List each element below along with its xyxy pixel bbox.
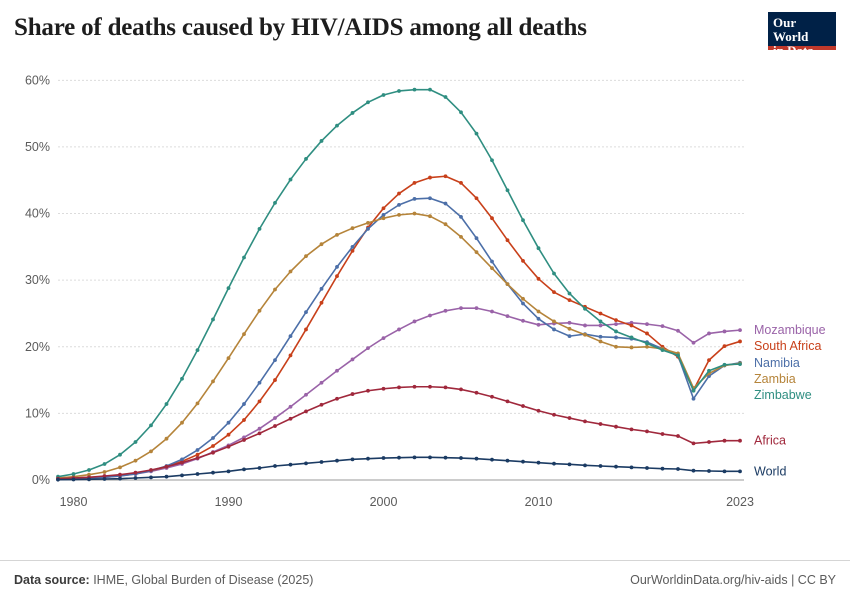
series-point bbox=[444, 309, 448, 313]
series-point bbox=[335, 265, 339, 269]
chart-svg bbox=[0, 55, 850, 550]
series-point bbox=[196, 348, 200, 352]
series-point bbox=[366, 100, 370, 104]
x-axis-tick-label: 1990 bbox=[214, 495, 243, 509]
series-point bbox=[444, 222, 448, 226]
series-point bbox=[413, 455, 417, 459]
series-point bbox=[459, 235, 463, 239]
series-point bbox=[382, 387, 386, 391]
series-point bbox=[475, 196, 479, 200]
series-point bbox=[258, 466, 262, 470]
series-point bbox=[382, 213, 386, 217]
series-point bbox=[490, 260, 494, 264]
series-point bbox=[707, 440, 711, 444]
y-axis-tick-label: 0% bbox=[31, 473, 50, 487]
series-point bbox=[304, 328, 308, 332]
series-point bbox=[382, 93, 386, 97]
series-line[interactable] bbox=[58, 198, 740, 479]
series-point bbox=[552, 272, 556, 276]
series-point bbox=[72, 472, 76, 476]
series-point bbox=[242, 418, 246, 422]
series-point bbox=[738, 469, 742, 473]
series-point bbox=[196, 402, 200, 406]
series-point bbox=[72, 478, 76, 482]
series-point bbox=[289, 463, 293, 467]
y-axis-tick-label: 60% bbox=[24, 73, 50, 88]
series-point bbox=[614, 330, 618, 334]
series-point bbox=[242, 438, 246, 442]
series-point bbox=[180, 461, 184, 465]
series-point bbox=[304, 409, 308, 413]
series-point bbox=[599, 324, 603, 328]
series-point bbox=[506, 282, 510, 286]
series-point bbox=[211, 444, 215, 448]
series-point bbox=[118, 477, 122, 481]
series-point bbox=[661, 467, 665, 471]
series-point bbox=[459, 306, 463, 310]
series-point bbox=[599, 464, 603, 468]
series-point bbox=[707, 469, 711, 473]
series-point bbox=[552, 462, 556, 466]
series-point bbox=[630, 324, 634, 328]
series-point bbox=[444, 456, 448, 460]
series-point bbox=[211, 380, 215, 384]
series-legend-label[interactable]: Mozambique bbox=[754, 323, 826, 338]
series-point bbox=[149, 449, 153, 453]
series-point bbox=[444, 95, 448, 99]
series-point bbox=[490, 458, 494, 462]
series-point bbox=[289, 270, 293, 274]
series-point bbox=[738, 439, 742, 443]
logo-line-2: in Data bbox=[773, 43, 814, 58]
series-point bbox=[428, 314, 432, 318]
series-point bbox=[537, 277, 541, 281]
series-point bbox=[211, 436, 215, 440]
series-point bbox=[521, 319, 525, 323]
series-point bbox=[645, 345, 649, 349]
series-point bbox=[583, 333, 587, 337]
series-point bbox=[707, 358, 711, 362]
series-point bbox=[397, 89, 401, 93]
series-line[interactable] bbox=[58, 387, 740, 479]
series-point bbox=[180, 473, 184, 477]
series-line[interactable] bbox=[58, 214, 740, 478]
series-point bbox=[444, 174, 448, 178]
series-point bbox=[738, 362, 742, 366]
series-point bbox=[242, 332, 246, 336]
series-point bbox=[134, 440, 138, 444]
series-point bbox=[273, 464, 277, 468]
series-point bbox=[614, 345, 618, 349]
series-point bbox=[320, 301, 324, 305]
series-point bbox=[134, 459, 138, 463]
series-point bbox=[320, 381, 324, 385]
series-point bbox=[537, 323, 541, 327]
series-point bbox=[242, 402, 246, 406]
series-point bbox=[165, 437, 169, 441]
series-point bbox=[475, 306, 479, 310]
series-point bbox=[521, 259, 525, 263]
series-point bbox=[599, 422, 603, 426]
series-point bbox=[428, 385, 432, 389]
series-point bbox=[366, 346, 370, 350]
series-point bbox=[196, 453, 200, 457]
series-point bbox=[537, 409, 541, 413]
series-point bbox=[661, 324, 665, 328]
series-point bbox=[521, 460, 525, 464]
series-point bbox=[475, 457, 479, 461]
series-point bbox=[335, 233, 339, 237]
series-point bbox=[537, 317, 541, 321]
series-point bbox=[335, 274, 339, 278]
series-point bbox=[568, 416, 572, 420]
series-point bbox=[552, 328, 556, 332]
series-point bbox=[351, 392, 355, 396]
series-point bbox=[304, 393, 308, 397]
series-point bbox=[614, 425, 618, 429]
series-point bbox=[397, 192, 401, 196]
series-point bbox=[428, 455, 432, 459]
series-legend-label[interactable]: Zimbabwe bbox=[754, 387, 812, 402]
series-point bbox=[583, 463, 587, 467]
series-point bbox=[289, 334, 293, 338]
series-point bbox=[227, 445, 231, 449]
series-point bbox=[583, 419, 587, 423]
series-point bbox=[366, 389, 370, 393]
series-point bbox=[289, 417, 293, 421]
series-point bbox=[351, 111, 355, 115]
series-point bbox=[413, 212, 417, 216]
series-point bbox=[459, 388, 463, 392]
series-point bbox=[87, 468, 91, 472]
series-point bbox=[149, 423, 153, 427]
series-point bbox=[382, 216, 386, 220]
series-point bbox=[568, 298, 572, 302]
series-legend-label[interactable]: South Africa bbox=[754, 339, 822, 354]
series-point bbox=[258, 427, 262, 431]
page-title: Share of deaths caused by HIV/AIDS among all deaths bbox=[14, 14, 587, 41]
series-point bbox=[707, 369, 711, 373]
series-point bbox=[304, 461, 308, 465]
attribution[interactable]: OurWorldinData.org/hiv-aids | CC BY bbox=[630, 573, 836, 587]
y-axis-tick-label: 50% bbox=[24, 139, 50, 154]
series-point bbox=[490, 216, 494, 220]
series-point bbox=[475, 250, 479, 254]
series-point bbox=[630, 346, 634, 350]
series-point bbox=[630, 465, 634, 469]
series-point bbox=[614, 322, 618, 326]
series-point bbox=[320, 460, 324, 464]
y-axis-tick-label: 10% bbox=[24, 406, 50, 421]
y-axis-tick-label: 40% bbox=[24, 206, 50, 221]
series-point bbox=[413, 88, 417, 92]
series-line[interactable] bbox=[58, 90, 740, 477]
series-point bbox=[475, 132, 479, 136]
series-point bbox=[599, 312, 603, 316]
series-legend-label[interactable]: World bbox=[754, 464, 787, 479]
series-point bbox=[537, 461, 541, 465]
series-point bbox=[413, 385, 417, 389]
series-point bbox=[397, 328, 401, 332]
series-point bbox=[723, 469, 727, 473]
series-point bbox=[258, 309, 262, 313]
series-point bbox=[56, 478, 60, 482]
series-point bbox=[506, 188, 510, 192]
series-point bbox=[320, 139, 324, 143]
series-point bbox=[335, 397, 339, 401]
series-point bbox=[196, 456, 200, 460]
series-point bbox=[227, 469, 231, 473]
series-point bbox=[149, 468, 153, 472]
series-point bbox=[723, 363, 727, 367]
series-point bbox=[583, 307, 587, 311]
series-point bbox=[196, 472, 200, 476]
series-point bbox=[351, 245, 355, 249]
series-point bbox=[568, 462, 572, 466]
x-axis-tick-label: 2010 bbox=[524, 495, 553, 509]
series-point bbox=[568, 292, 572, 296]
series-point bbox=[552, 413, 556, 417]
series-point bbox=[692, 389, 696, 393]
series-point bbox=[180, 377, 184, 381]
series-point bbox=[273, 288, 277, 292]
series-point bbox=[227, 433, 231, 437]
chart-footer bbox=[0, 560, 850, 600]
series-point bbox=[506, 459, 510, 463]
series-point bbox=[289, 405, 293, 409]
series-point bbox=[118, 465, 122, 469]
x-axis-tick-label: 2000 bbox=[369, 495, 398, 509]
series-point bbox=[320, 287, 324, 291]
series-point bbox=[645, 429, 649, 433]
series-point bbox=[242, 256, 246, 260]
series-point bbox=[599, 340, 603, 344]
series-point bbox=[211, 318, 215, 322]
series-point bbox=[723, 344, 727, 348]
series-point bbox=[645, 466, 649, 470]
data-source bbox=[14, 573, 313, 587]
series-point bbox=[630, 336, 634, 340]
series-point bbox=[552, 290, 556, 294]
series-point bbox=[413, 181, 417, 185]
series-point bbox=[289, 354, 293, 358]
series-point bbox=[366, 457, 370, 461]
series-point bbox=[475, 236, 479, 240]
series-point bbox=[227, 421, 231, 425]
series-point bbox=[428, 88, 432, 92]
series-line[interactable] bbox=[58, 176, 740, 478]
series-point bbox=[304, 157, 308, 161]
series-point bbox=[351, 457, 355, 461]
series-point bbox=[320, 242, 324, 246]
series-point bbox=[227, 286, 231, 290]
series-point bbox=[661, 348, 665, 352]
series-point bbox=[335, 459, 339, 463]
series-point bbox=[738, 328, 742, 332]
series-point bbox=[444, 202, 448, 206]
series-point bbox=[552, 320, 556, 324]
series-point bbox=[227, 356, 231, 360]
series-point bbox=[351, 226, 355, 230]
series-point bbox=[258, 431, 262, 435]
series-point bbox=[506, 400, 510, 404]
series-point bbox=[366, 227, 370, 231]
x-axis-tick-label: 2023 bbox=[726, 495, 754, 509]
series-point bbox=[676, 467, 680, 471]
series-legend-label[interactable]: Zambia bbox=[754, 371, 796, 386]
series-point bbox=[490, 395, 494, 399]
series-point bbox=[335, 124, 339, 128]
line-chart[interactable] bbox=[0, 55, 850, 550]
series-point bbox=[661, 432, 665, 436]
series-point bbox=[692, 397, 696, 401]
series-point bbox=[382, 336, 386, 340]
series-point bbox=[242, 467, 246, 471]
series-point bbox=[645, 322, 649, 326]
series-point bbox=[397, 456, 401, 460]
y-axis-tick-label: 30% bbox=[24, 273, 50, 288]
series-point bbox=[351, 358, 355, 362]
series-point bbox=[320, 403, 324, 407]
data-source-label: Data source: bbox=[14, 573, 90, 587]
series-point bbox=[537, 310, 541, 314]
series-point bbox=[103, 462, 107, 466]
series-point bbox=[444, 386, 448, 390]
series-point bbox=[475, 391, 479, 395]
series-point bbox=[413, 320, 417, 324]
series-point bbox=[382, 206, 386, 210]
series-point bbox=[304, 310, 308, 314]
series-point bbox=[738, 340, 742, 344]
series-point bbox=[459, 110, 463, 114]
series-point bbox=[459, 181, 463, 185]
series-point bbox=[676, 329, 680, 333]
series-point bbox=[273, 424, 277, 428]
series-point bbox=[211, 471, 215, 475]
series-point bbox=[723, 439, 727, 443]
series-point bbox=[521, 404, 525, 408]
series-point bbox=[103, 470, 107, 474]
series-point bbox=[521, 302, 525, 306]
series-point bbox=[273, 358, 277, 362]
series-point bbox=[180, 457, 184, 461]
series-point bbox=[273, 201, 277, 205]
series-point bbox=[599, 335, 603, 339]
series-point bbox=[723, 330, 727, 334]
series-point bbox=[335, 369, 339, 373]
series-point bbox=[149, 475, 153, 479]
series-point bbox=[258, 227, 262, 231]
series-point bbox=[134, 476, 138, 480]
series-point bbox=[490, 158, 494, 162]
logo-line-1: Our World bbox=[773, 15, 809, 44]
series-point bbox=[289, 178, 293, 182]
series-point bbox=[645, 342, 649, 346]
series-point bbox=[568, 334, 572, 338]
x-axis-tick-label: 1980 bbox=[59, 495, 88, 509]
series-point bbox=[211, 451, 215, 455]
series-point bbox=[118, 453, 122, 457]
series-point bbox=[428, 196, 432, 200]
series-point bbox=[165, 465, 169, 469]
series-point bbox=[506, 314, 510, 318]
series-point bbox=[165, 402, 169, 406]
series-point bbox=[568, 327, 572, 331]
series-point bbox=[692, 341, 696, 345]
series-point bbox=[165, 475, 169, 479]
series-point bbox=[397, 213, 401, 217]
y-axis-tick-label: 20% bbox=[24, 339, 50, 354]
series-point bbox=[614, 318, 618, 322]
series-point bbox=[614, 465, 618, 469]
series-point bbox=[273, 378, 277, 382]
series-point bbox=[258, 400, 262, 404]
series-point bbox=[676, 354, 680, 358]
series-point bbox=[118, 473, 122, 477]
series-point bbox=[707, 332, 711, 336]
series-point bbox=[459, 215, 463, 219]
series-point bbox=[397, 386, 401, 390]
series-point bbox=[692, 441, 696, 445]
series-point bbox=[676, 434, 680, 438]
series-point bbox=[382, 456, 386, 460]
series-point bbox=[397, 203, 401, 207]
series-point bbox=[537, 246, 541, 250]
series-point bbox=[490, 310, 494, 314]
series-point bbox=[196, 448, 200, 452]
series-point bbox=[304, 254, 308, 258]
series-point bbox=[459, 456, 463, 460]
data-source-text: IHME, Global Burden of Disease (2025) bbox=[89, 573, 314, 587]
series-point bbox=[506, 238, 510, 242]
series-point bbox=[134, 471, 138, 475]
series-point bbox=[630, 427, 634, 431]
series-legend-label[interactable]: Africa bbox=[754, 433, 786, 448]
series-point bbox=[428, 214, 432, 218]
series-point bbox=[583, 324, 587, 328]
series-point bbox=[258, 381, 262, 385]
series-point bbox=[87, 477, 91, 481]
series-point bbox=[614, 336, 618, 340]
series-point bbox=[428, 176, 432, 180]
series-point bbox=[490, 266, 494, 270]
series-point bbox=[103, 477, 107, 481]
series-point bbox=[413, 197, 417, 201]
series-point bbox=[366, 221, 370, 225]
owid-logo[interactable] bbox=[768, 12, 836, 58]
series-point bbox=[599, 320, 603, 324]
series-point bbox=[521, 218, 525, 222]
series-point bbox=[568, 321, 572, 325]
series-point bbox=[692, 469, 696, 473]
series-point bbox=[645, 332, 649, 336]
series-line[interactable] bbox=[58, 308, 740, 479]
series-point bbox=[273, 416, 277, 420]
series-legend-label[interactable]: Namibia bbox=[754, 355, 800, 370]
series-point bbox=[521, 297, 525, 301]
series-point bbox=[180, 421, 184, 425]
